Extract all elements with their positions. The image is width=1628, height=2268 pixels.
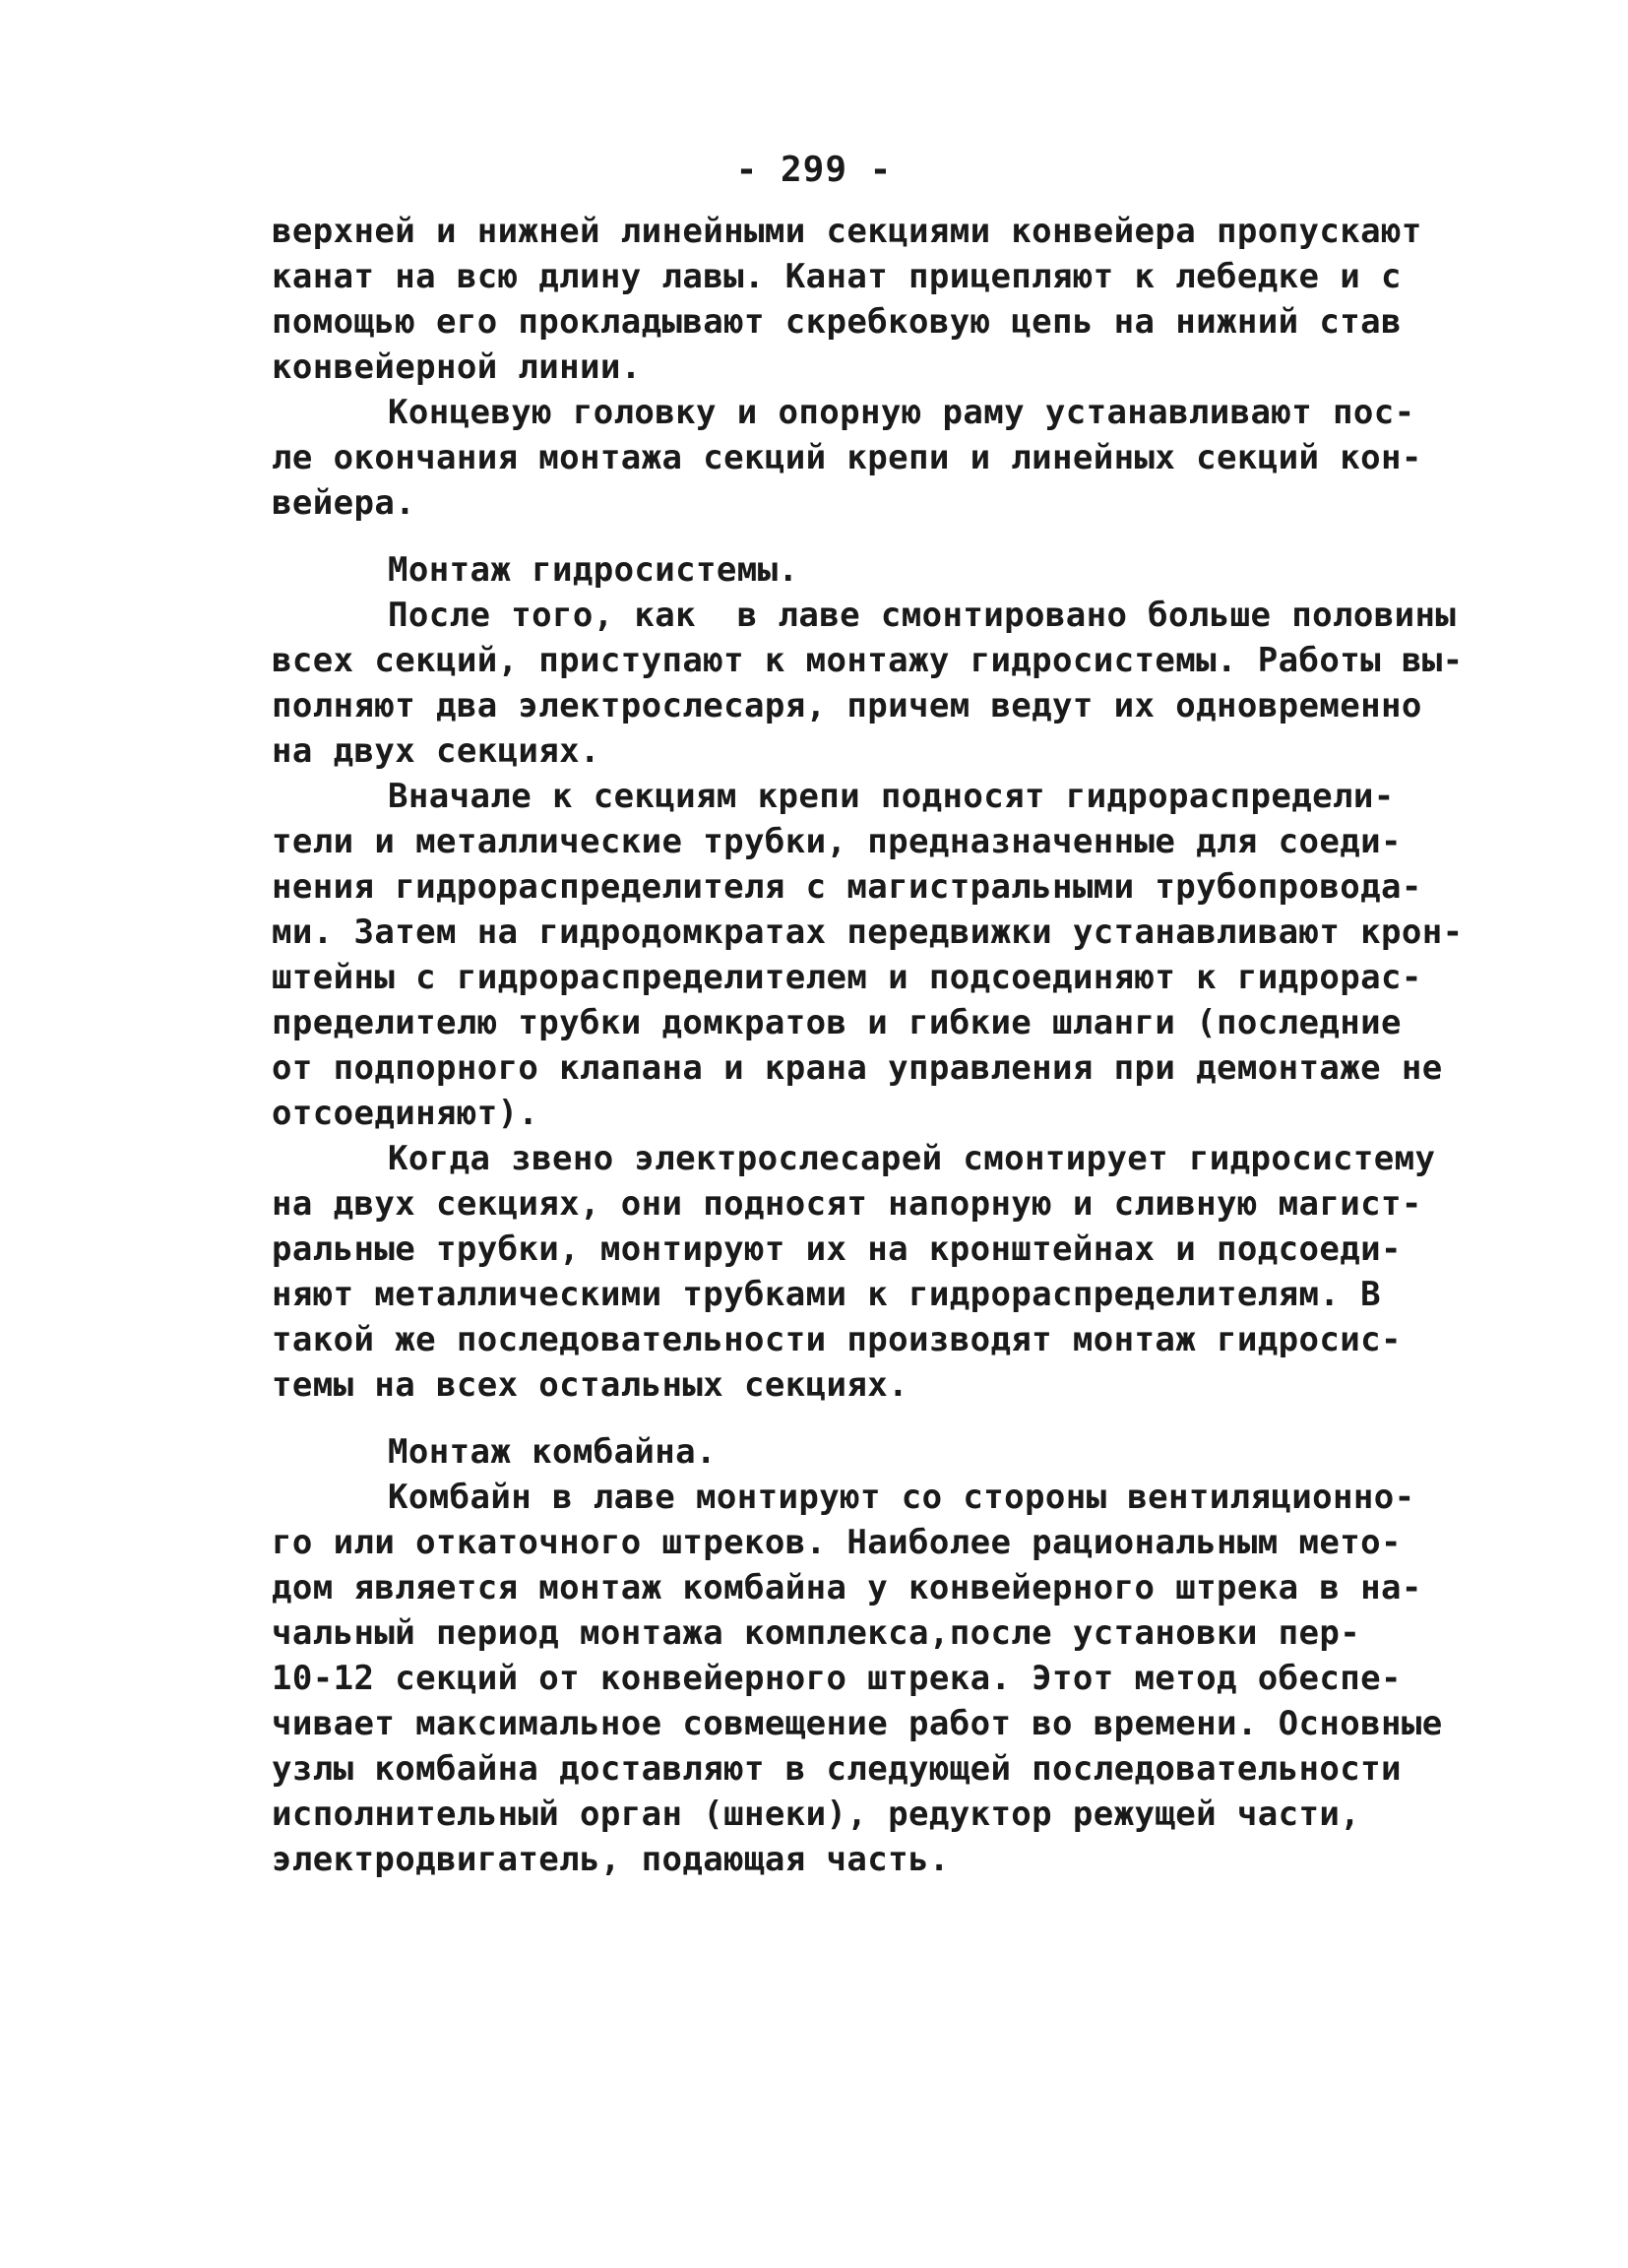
paragraph [272, 774, 1464, 1136]
page-number: - 299 - [735, 150, 893, 190]
spacer [272, 526, 1404, 547]
text-line: После того, как в лаве смонтировано больше половины [388, 596, 1457, 635]
text-line: Когда звено электрослесарей смонтирует гидросистему [388, 1139, 1436, 1178]
document-body [272, 209, 1464, 1882]
paragraph [272, 593, 1464, 774]
paragraph [272, 1475, 1443, 1882]
text-line: дом является монтаж комбайна у конвейерного штрека в на- [272, 1568, 1422, 1607]
heading-text: Монтаж комбайна. [388, 1432, 717, 1472]
paragraph [272, 1136, 1436, 1408]
text-line: ми. Затем на гидродомкратах передвижки устанавливают крон- [272, 913, 1464, 952]
spacer [272, 1408, 1404, 1429]
text-line: на двух секциях. [272, 731, 600, 771]
paragraph [272, 209, 1422, 390]
text-line: ле окончания монтажа секций крепи и линейных секций кон- [272, 438, 1422, 477]
text-line: тели и металлические трубки, предназначенные для соеди- [272, 822, 1402, 861]
text-line: электродвигатель, подающая часть. [272, 1840, 950, 1879]
text-line: канат на всю длину лавы. Канат прицепляют к лебедке и с [272, 257, 1402, 296]
text-line: нения гидрораспределителя с магистральными трубопровода- [272, 867, 1422, 907]
text-line: полняют два электрослесаря, причем ведут их одновременно [272, 686, 1422, 725]
text-line: Комбайн в лаве монтируют со стороны вентиляционно- [388, 1478, 1415, 1517]
text-line: конвейерной линии. [272, 347, 642, 387]
text-line: верхней и нижней линейными секциями конвейера пропускают [272, 212, 1422, 251]
text-line: помощью его прокладывают скребковую цепь на нижний став [272, 302, 1402, 342]
text-line: на двух секциях, они подносят напорную и сливную магист- [272, 1184, 1422, 1224]
text-line: всех секций, приступают к монтажу гидросистемы. Работы вы- [272, 641, 1464, 680]
text-line: пределителю трубки домкратов и гибкие шланги (последние [272, 1003, 1402, 1042]
text-line: ральные трубки, монтируют их на кронштейнах и подсоеди- [272, 1229, 1402, 1269]
section-heading [272, 1429, 1404, 1475]
text-line: исполнительный орган (шнеки), редуктор режущей части, [272, 1795, 1361, 1834]
paragraph [272, 390, 1422, 526]
text-line: отсоединяют). [272, 1094, 539, 1133]
text-line: такой же последовательности производят монтаж гидросис- [272, 1320, 1402, 1359]
text-line: го или откаточного штреков. Наиболее рациональным мето- [272, 1523, 1402, 1562]
text-line: 10-12 секций от конвейерного штрека. Этот метод обеспе- [272, 1659, 1402, 1698]
text-line: няют металлическими трубками к гидрораспределителям. В [272, 1275, 1381, 1314]
text-line: чивает максимальное совмещение работ во времени. Основные [272, 1704, 1443, 1743]
text-line: штейны с гидрораспределителем и подсоединяют к гидрорас- [272, 958, 1422, 997]
text-line: Вначале к секциям крепи подносят гидрораспредели- [388, 777, 1395, 816]
text-line: узлы комбайна доставляют в следующей последовательности [272, 1749, 1402, 1789]
section-heading [272, 547, 1404, 593]
text-line: от подпорного клапана и крана управления при демонтаже не [272, 1048, 1443, 1088]
heading-text: Монтаж гидросистемы. [388, 550, 799, 590]
text-line: чальный период монтажа комплекса,после установки пер- [272, 1613, 1361, 1653]
text-line: вейера. [272, 483, 416, 523]
text-line: темы на всех остальных секциях. [272, 1365, 908, 1405]
text-line: Концевую головку и опорную раму устанавливают пос- [388, 393, 1415, 432]
